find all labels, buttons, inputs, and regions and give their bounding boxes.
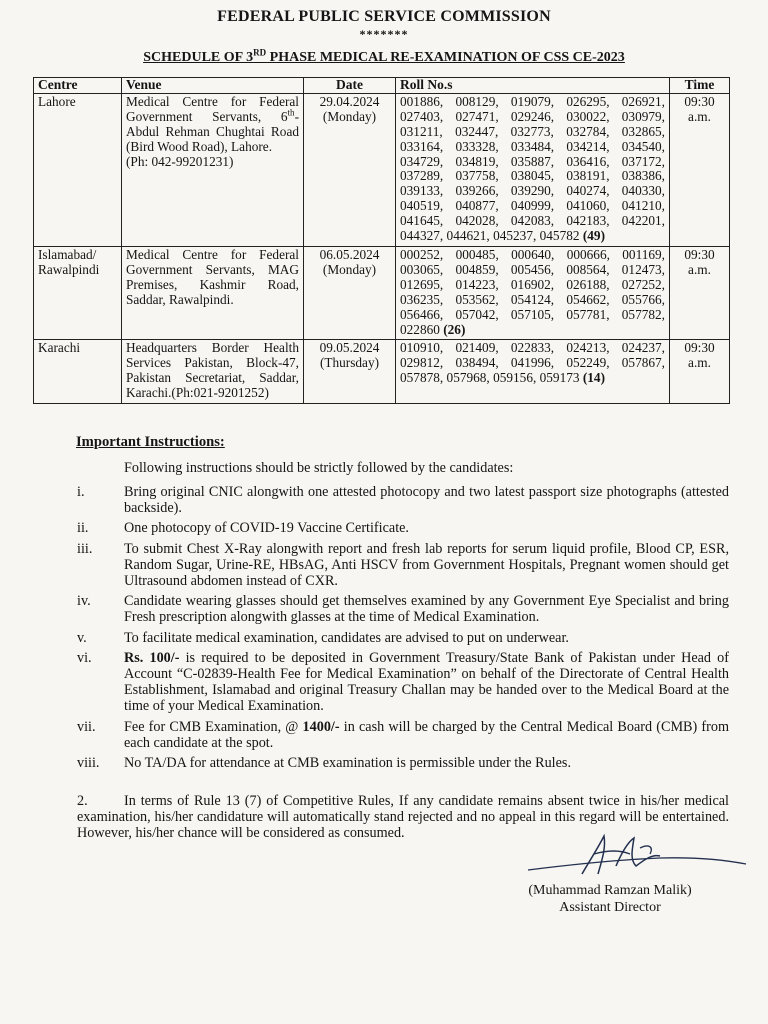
organization-title: FEDERAL PUBLIC SERVICE COMMISSION	[217, 8, 551, 25]
roll-numbers-cell: 010910, 021409, 022833, 024213, 024237, 029812, 038494, 041996, 052249, 057867, 057878, 057968, 059156, 059173 (14)	[396, 340, 670, 404]
table-header-row	[34, 78, 730, 94]
signature-image	[520, 830, 750, 885]
schedule-table	[33, 77, 730, 404]
col-header-time: Time	[670, 78, 730, 94]
roll-numbers-cell: 000252, 000485, 000640, 000666, 001169, 003065, 004859, 005456, 008564, 012473, 012695, 014223, 016902, 026188, 027252, 036235, 053562, 054124, 054662, 055766, 056466, 057042, 057105, 057781, 057782, 022860 (26)	[396, 246, 670, 339]
instructions-heading: Important Instructions:	[76, 434, 225, 450]
time-cell: 09:30 a.m.	[670, 340, 730, 404]
time-cell: 09:30 a.m.	[670, 93, 730, 246]
time-cell: 09:30 a.m.	[670, 246, 730, 339]
list-item: iv. Candidate wearing glasses should get themselves examined by any Government Eye Specialist and bring Fresh prescription alongwith glasses at the time of Medical Examination.	[77, 593, 729, 626]
roll-numbers-cell: 001886, 008129, 019079, 026295, 026921, 027403, 027471, 029246, 030022, 030979, 031211, 032447, 032773, 032784, 032865, 033164, 033328, 033484, 034214, 034540, 034729, 034819, 035887, 036416, 037172, 037289, 037758, 038045, 038191, 038386, 039133, 039266, 039290, 040274, 040330, 040519, 040877, 040999, 041060, 041210, 041645, 042028, 042083, 042183, 042201, 044327, 044621, 045237, 045782 (49)	[396, 93, 670, 246]
list-item: iii. To submit Chest X-Ray alongwith report and fresh lab reports for serum liquid profile, Blood CP, ESR, Random Sugar, Urine-RE, HBsAG, Anti HSCV from Government Hospitals, Pregnant women should get Ultrasound abdomen instead of CXR.	[77, 540, 729, 590]
table-row	[34, 340, 730, 404]
candidate-count: (49)	[582, 228, 605, 244]
signatory-title: Assistant Director	[559, 900, 661, 915]
signatory-block	[516, 882, 704, 916]
instructions-intro: Following instructions should be strictly followed by the candidates:	[124, 460, 514, 476]
list-item: ii. One photocopy of COVID-19 Vaccine Certificate.	[77, 520, 409, 537]
list-item: vi. Rs. 100/- is required to be deposited in Government Treasury/State Bank of Pakistan under Head of Account “C-02839-Health Fee for Medical Examination” on behalf of the Directorate of Central Health Establishment, Islamabad and original Treasury Challan may be handed over to the Medical Board at the time of your Medical Examination.	[77, 649, 729, 715]
list-item: i. Bring original CNIC alongwith one attested photocopy and two latest passport size photographs (attested backside).	[77, 484, 729, 517]
table-row	[34, 93, 730, 246]
col-header-venue: Venue	[122, 78, 304, 94]
centre-cell: Karachi	[34, 340, 122, 404]
list-item: v. To facilitate medical examination, candidates are advised to put on underwear.	[77, 629, 569, 646]
centre-cell: Lahore	[34, 93, 122, 246]
list-item: vii. Fee for CMB Examination, @ 1400/- in cash will be charged by the Central Medical Board (CMB) from each candidate at the spot.	[77, 718, 729, 751]
date-cell: 09.05.2024 (Thursday)	[304, 340, 396, 404]
date-cell: 06.05.2024 (Monday)	[304, 246, 396, 339]
venue-cell: Headquarters Border Health Services Pakistan, Block-47, Pakistan Secretariat, Saddar, Karachi.(Ph:021-9201252)	[122, 340, 304, 404]
rule-paragraph: 2. In terms of Rule 13 (7) of Competitive Rules, If any candidate remains absent twice in his/her medical examination, his/her candidature will automatically stand rejected and no appeal in this regard will be entertained. However, his/her chance will be considered as consumed.	[77, 793, 729, 842]
col-header-centre: Centre	[34, 78, 122, 94]
venue-cell: Medical Centre for Federal Government Servants, 6th- Abdul Rehman Chughtai Road (Bird Wood Road), Lahore. (Ph: 042-99201231)	[122, 93, 304, 246]
date-cell: 29.04.2024 (Monday)	[304, 93, 396, 246]
signatory-name: (Muhammad Ramzan Malik)	[528, 883, 692, 898]
candidate-count: (26)	[443, 321, 466, 337]
candidate-count: (14)	[582, 370, 605, 386]
schedule-title: SCHEDULE OF 3RD PHASE MEDICAL RE-EXAMINATION OF CSS CE-2023	[143, 47, 625, 65]
list-item: viii. No TA/DA for attendance at CMB examination is permissible under the Rules.	[77, 755, 571, 772]
asterisk-divider: *******	[359, 27, 409, 41]
col-header-date: Date	[304, 78, 396, 94]
instructions-list	[77, 484, 729, 775]
venue-cell: Medical Centre for Federal Government Servants, MAG Premises, Kashmir Road, Saddar, Rawalpindi.	[122, 246, 304, 339]
table-row	[34, 246, 730, 339]
centre-cell: Islamabad/ Rawalpindi	[34, 246, 122, 339]
col-header-roll-nos: Roll No.s	[396, 78, 670, 94]
